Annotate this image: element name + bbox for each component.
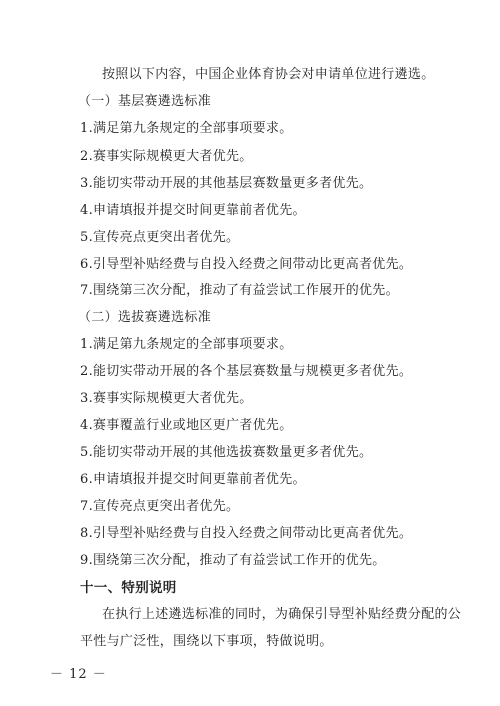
section-1-title: （一）基层赛遴选标准 [78, 94, 212, 109]
section-1-item-2: 2.赛事实际规模更大者优先。 [80, 149, 253, 164]
intro-paragraph: 按照以下内容，中国企业体育协会对申请单位进行遴选。 [102, 67, 435, 82]
section-2-item-9: 9.围绕第三次分配，推动了有益尝试工作开的优先。 [80, 553, 386, 568]
section-1-item-6: 6.引导型补贴经费与自投入经费之间带动比更高者优先。 [80, 257, 413, 272]
section-1-item-1: 1.满足第九条规定的全部事项要求。 [80, 121, 293, 136]
section-2-item-3: 3.赛事实际规模更大者优先。 [80, 391, 253, 406]
section-1-item-5: 5.宣传亮点更突出者优先。 [80, 230, 240, 245]
section-2-item-8: 8.引导型补贴经费与自投入经费之间带动比更高者优先。 [80, 526, 413, 541]
section-2-item-1: 1.满足第九条规定的全部事项要求。 [80, 337, 293, 352]
page-number: － 12 － [50, 667, 107, 682]
section-2-item-2: 2.能切实带动开展的各个基层赛数量与规模更多者优先。 [80, 364, 413, 379]
section-2-item-4: 4.赛事覆盖行业或地区更广者优先。 [80, 418, 293, 433]
section-11-paragraph-line-1: 在执行上述遴选标准的同时，为确保引导型补贴经费分配的公 [102, 607, 462, 622]
section-11-heading: 十一、特别说明 [80, 580, 177, 596]
section-1-item-3: 3.能切实带动开展的其他基层赛数量更多者优先。 [80, 176, 373, 191]
section-1-item-4: 4.申请填报并提交时间更靠前者优先。 [80, 203, 306, 218]
section-2-title: （二）选拔赛遴选标准 [78, 310, 212, 325]
section-2-item-5: 5.能切实带动开展的其他选拔赛数量更多者优先。 [80, 445, 373, 460]
section-2-item-7: 7.宣传亮点更突出者优先。 [80, 499, 240, 514]
section-11-paragraph-line-2: 平性与广泛性，围绕以下事项，特做说明。 [80, 634, 333, 649]
section-1-item-7: 7.围绕第三次分配，推动了有益尝试工作展开的优先。 [80, 283, 399, 298]
section-2-item-6: 6.申请填报并提交时间更靠前者优先。 [80, 472, 306, 487]
